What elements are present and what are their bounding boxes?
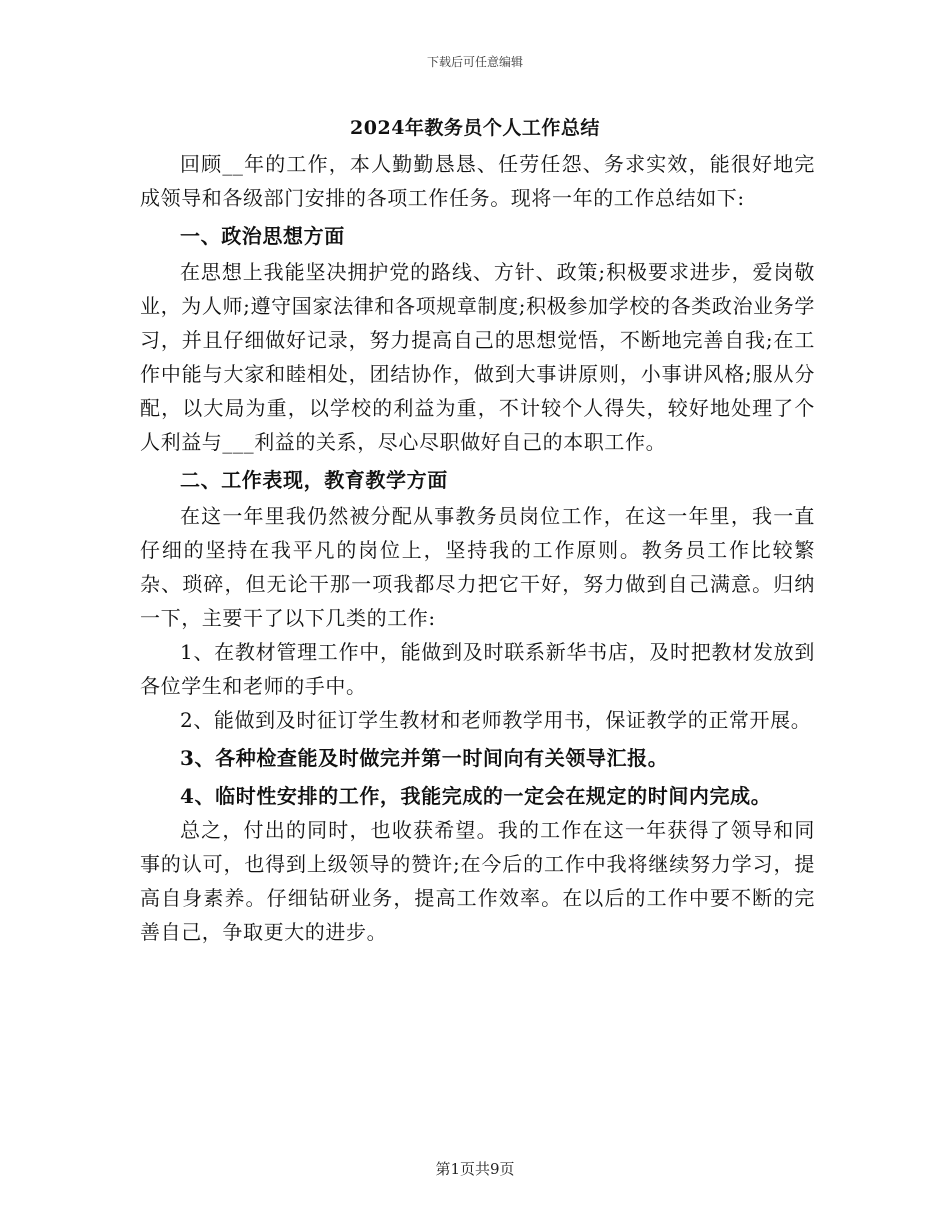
political-paragraph: 在思想上我能坚决拥护党的路线、方针、政策;积极要求进步，爱岗敬业，为人师;遵守国家法律和各项规章制度;积极参加学校的各类政治业务学习，并且仔细做好记录，努力提高自己的思想觉悟，不断地完善自我;在工作中能与大家和睦相处，团结协作，做到大事讲原则，小事讲风格;服从分配，以大局为重，以学校的利益为重，不计较个人得失，较好地处理了个人利益与___利益的关系，尽心尽职做好自己的本职工作。 — [140, 260, 815, 454]
work-item-4: 4、临时性安排的工作，我能完成的一定会在规定的时间内完成。 — [180, 784, 772, 808]
work-item-3: 3、各种检查能及时做完并第一时间向有关领导汇报。 — [180, 746, 669, 770]
work-item-2: 2、能做到及时征订学生教材和老师教学用书，保证教学的正常开展。 — [180, 708, 812, 732]
header-note: 下载后可任意编辑 — [426, 55, 523, 69]
work-paragraph: 在这一年里我仍然被分配从事教务员岗位工作，在这一年里，我一直仔细的坚持在我平凡的岗位上，坚持我的工作原则。教务员工作比较繁杂、琐碎，但无论干那一项我都尽力把它干好，努力做到自己满意。归纳一下，主要干了以下几类的工作: — [140, 504, 815, 630]
section-heading-political: 一、政治思想方面 — [180, 224, 345, 248]
conclusion-paragraph: 总之，付出的同时，也收获希望。我的工作在这一年获得了领导和同事的认可，也得到上级领导的赞许;在今后的工作中我将继续努力学习，提高自身素养。仔细钻研业务，提高工作效率。在以后的工作中要不断的完善自己，争取更大的进步。 — [140, 818, 815, 944]
document-title: 2024年教务员个人工作总结 — [350, 117, 600, 139]
intro-paragraph: 回顾__年的工作，本人勤勤恳恳、任劳任怨、务求实效，能很好地完成领导和各级部门安排的各项工作任务。现将一年的工作总结如下: — [140, 152, 815, 210]
document-body — [140, 147, 815, 949]
work-item-1: 1、在教材管理工作中，能做到及时联系新华书店，及时把教材发放到各位学生和老师的手中。 — [140, 640, 815, 698]
page-number: 第1页共9页 — [435, 1160, 515, 1178]
section-heading-work: 二、工作表现，教育教学方面 — [180, 468, 448, 492]
